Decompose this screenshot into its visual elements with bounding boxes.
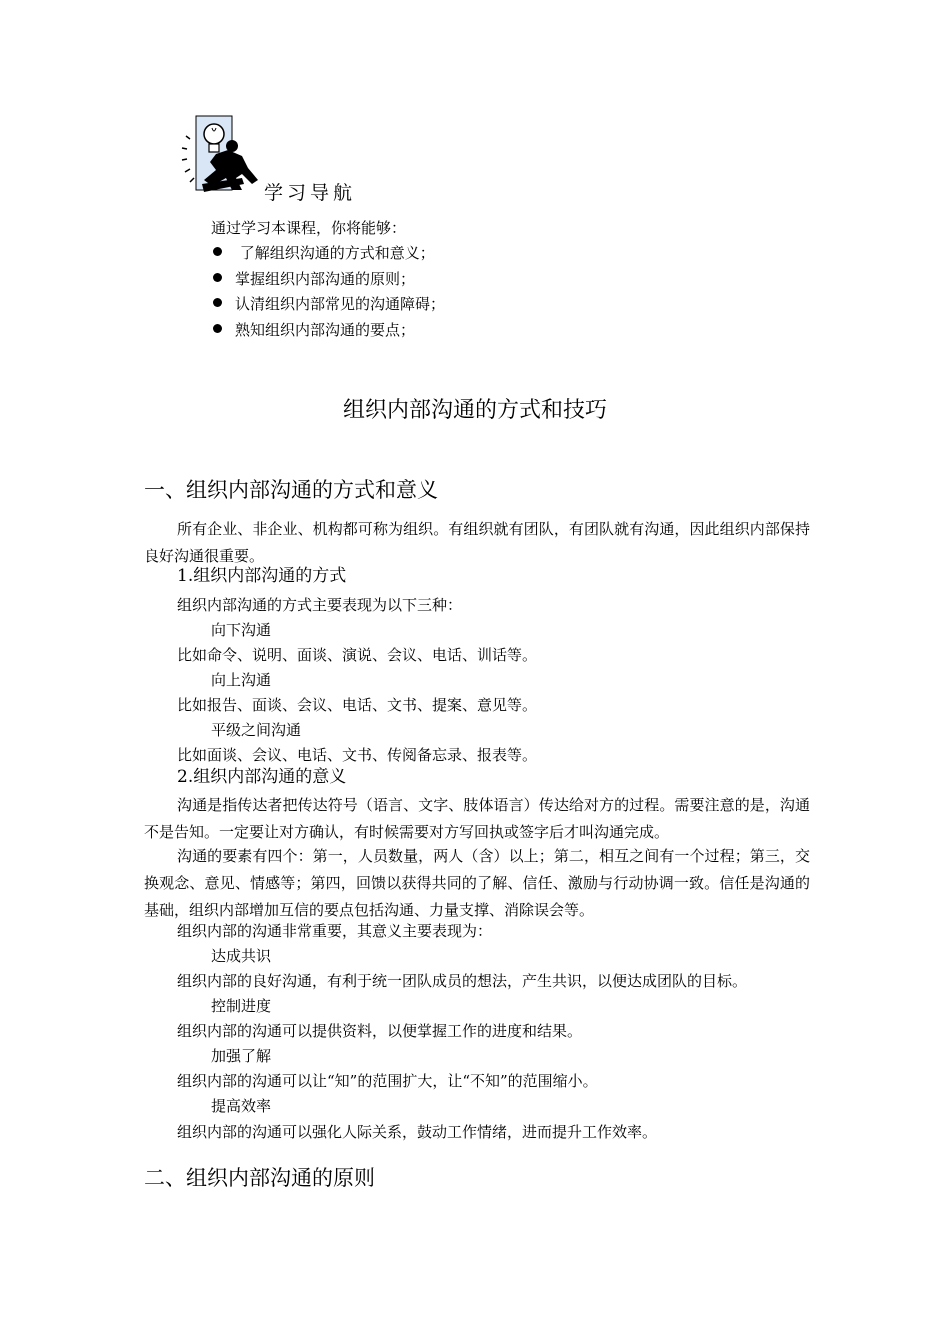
bullet-icon — [213, 247, 222, 256]
way-name: 平级之间沟通 — [211, 721, 302, 739]
section2-heading: 二、组织内部沟通的原则 — [144, 1166, 375, 1190]
sub2-lead: 组织内部的沟通非常重要，其意义主要表现为： — [177, 922, 493, 940]
study-guide-intro: 通过学习本课程，你将能够： — [211, 219, 407, 237]
section1-intro-paragraph: 所有企业、非企业、机构都可称为组织。有组织就有团队，有团队就有沟通，因此组织内部保持良好沟通很重要。 — [144, 520, 810, 565]
way-desc: 比如报告、面谈、会议、电话、文书、提案、意见等。 — [177, 696, 538, 714]
learning-goals-list — [213, 243, 445, 345]
bullet-icon — [213, 273, 222, 282]
meaning-name: 控制进度 — [211, 997, 272, 1015]
section1-heading: 一、组织内部沟通的方式和意义 — [144, 478, 438, 502]
way-name: 向下沟通 — [211, 621, 272, 639]
sub1-lead: 组织内部沟通的方式主要表现为以下三种： — [177, 596, 463, 614]
study-guide-title: 学习导航 — [264, 182, 357, 204]
sub2-paragraph-2: 沟通的要素有四个：第一，人员数量，两人（含）以上；第二，相互之间有一个过程；第三，交换观念、意见、情感等；第四，回馈以获得共同的了解、信任、激励与行动协调一致。信任是沟通的基础，组织内部增加互信的要点包括沟通、力量支撑、消除误会等。 — [144, 847, 810, 919]
meaning-name: 提高效率 — [211, 1097, 272, 1115]
meaning-desc: 组织内部的沟通可以提供资料，以便掌握工作的进度和结果。 — [177, 1022, 583, 1040]
way-name: 向上沟通 — [211, 671, 272, 689]
bullet-icon — [213, 298, 222, 307]
list-item: 掌握组织内部沟通的原则； — [213, 269, 445, 295]
document-title: 组织内部沟通的方式和技巧 — [342, 398, 607, 423]
meaning-name: 加强了解 — [211, 1047, 272, 1065]
list-item: 了解组织沟通的方式和意义； — [213, 243, 445, 269]
list-item: 熟知组织内部沟通的要点； — [213, 320, 445, 346]
sub2-paragraph-1: 沟通是指传达者把传达符号（语言、文字、肢体语言）传达给对方的过程。需要注意的是，沟通不是告知。一定要让对方确认，有时候需要对方写回执或签字后才叫沟通完成。 — [144, 796, 810, 841]
way-desc: 比如命令、说明、面谈、演说、会议、电话、训话等。 — [177, 646, 538, 664]
meaning-desc: 组织内部的沟通可以强化人际关系，鼓动工作情绪，进而提升工作效率。 — [177, 1123, 658, 1141]
way-desc: 比如面谈、会议、电话、文书、传阅备忘录、报表等。 — [177, 746, 538, 764]
bullet-icon — [213, 324, 222, 333]
sub1-heading: 1.组织内部沟通的方式 — [177, 566, 347, 586]
list-item: 认清组织内部常见的沟通障碍； — [213, 294, 445, 320]
sub2-heading: 2.组织内部沟通的意义 — [177, 767, 347, 787]
meaning-desc: 组织内部的良好沟通，有利于统一团队成员的想法，产生共识，以便达成团队的目标。 — [177, 972, 748, 990]
meaning-desc: 组织内部的沟通可以让“知”的范围扩大，让“不知”的范围缩小。 — [177, 1072, 598, 1090]
meaning-name: 达成共识 — [211, 947, 272, 965]
lightbulb-person-logo-icon — [172, 114, 264, 196]
